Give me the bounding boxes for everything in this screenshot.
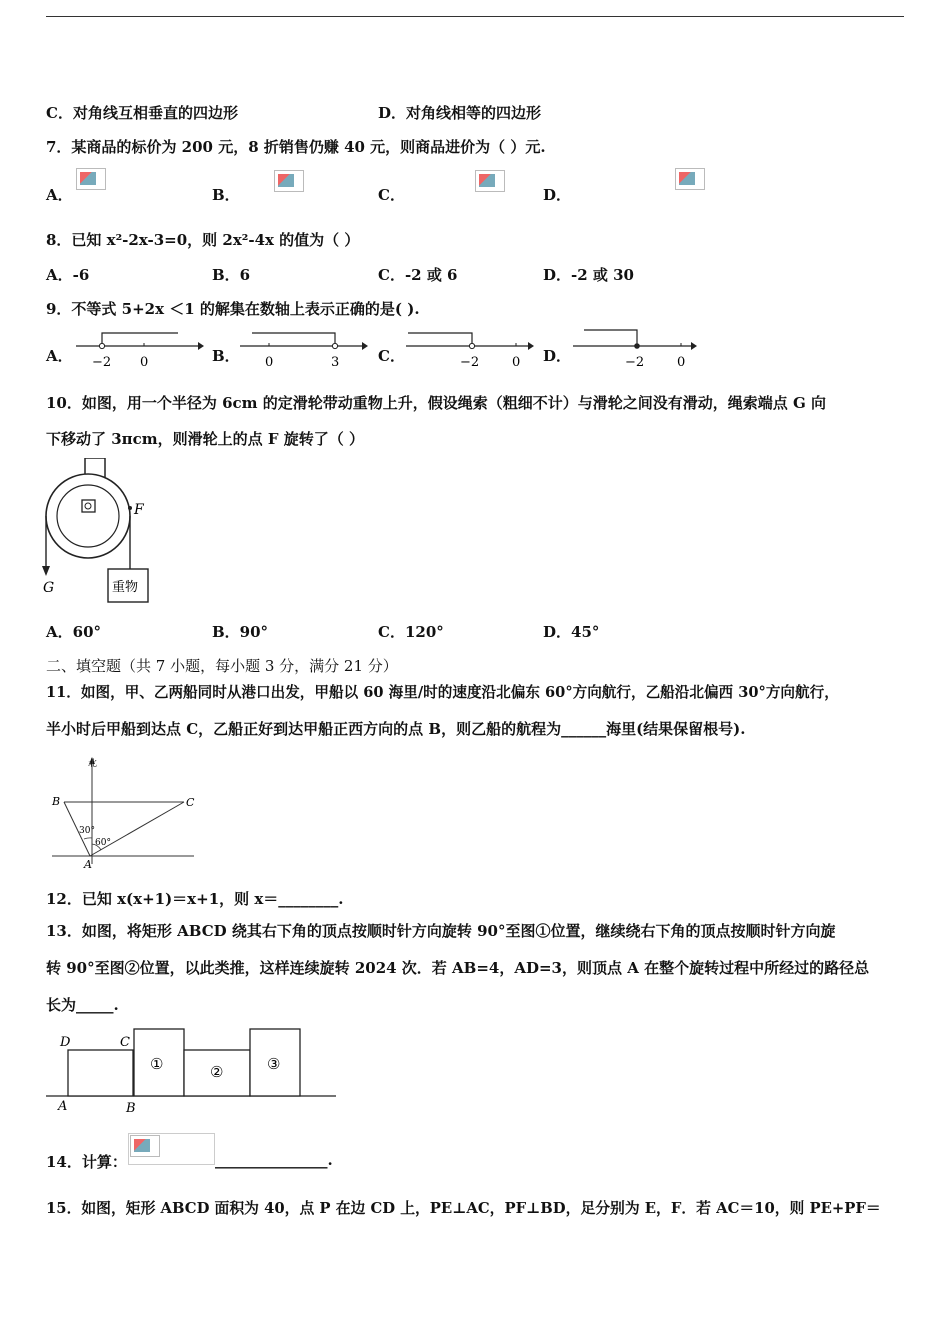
q9-stem: 9．不等式 5+2x ＜1 的解集在数轴上表示正确的是( ). [46,300,420,318]
q14-answer-blank: _______________. [215,1151,333,1169]
q10-option-a: A．60° [46,623,102,641]
number-line-c [404,326,534,370]
q10-option-c: C．120° [378,623,444,641]
q15-stem: 15．如图，矩形 ABCD 面积为 40，点 P 在边 CD 上，PE⊥AC，PF⊥BD，足分别为 E，F．若 AC＝10，则 PE+PF＝ [46,1200,881,1217]
tick-label: 0 [512,355,521,370]
broken-image-icon [274,170,304,192]
q13-line2: 转 90°至图②位置，以此类推，这样连续旋转 2024 次．若 AB=4，AD=3，则顶点 A 在整个旋转过程中所经过的路径总 [46,959,870,977]
q8-stem: 8．已知 x²-2x-3=0，则 2x²-4x 的值为（ ） [46,231,360,249]
broken-image-icon [130,1135,160,1157]
broken-image-icon [675,168,705,190]
q6-option-c: C．对角线互相垂直的四边形 [46,104,238,122]
q11-line1: 11．如图，甲、乙两船同时从港口出发，甲船以 60 海里/时的速度沿北偏东 60°方向航行，乙船沿北偏西 30°方向航行， [46,684,839,701]
point-f-label: F [134,502,144,518]
number-line-b [238,326,368,370]
vertex-b-label: B [126,1101,136,1116]
section-heading: 二、填空题（共 7 小题，每小题 3 分，满分 21 分） [46,657,398,675]
q9-option-c: C． [378,347,405,365]
rectangle-rotation-figure [44,1024,340,1116]
q7-stem: 7．某商品的标价为 200 元，8 折销售仍赚 40 元，则商品进价为（ ）元. [46,138,546,156]
q9-option-d: D． [543,347,572,365]
q8-option-d: D．-2 或 30 [543,266,634,284]
q10-option-b: B．90° [212,623,269,641]
number-line-d [571,326,701,370]
q8-option-c: C．-2 或 6 [378,266,458,284]
q13-line1: 13．如图，将矩形 ABCD 绕其右下角的顶点按顺时针方向旋转 90°至图①位置，继续绕右下角的顶点按顺时针方向旋 [46,922,836,940]
q14-prefix: 14．计算： [46,1153,127,1171]
header-rule [46,16,904,17]
q10-line1: 10．如图，用一个半径为 6cm 的定滑轮带动重物上升，假设绳索（粗细不计）与滑轮之间没有滑动，绳索端点 G 向 [46,394,827,412]
vertex-d-label: D [60,1035,71,1050]
q7-option-d: D． [543,186,572,204]
number-line-a [74,326,204,370]
q8-option-b: B．6 [212,266,251,284]
vertex-a-label: A [58,1099,68,1114]
q11-line2: 半小时后甲船到达点 C，乙船正好到达甲船正西方向的点 B，则乙船的航程为______海里(结果保留根号). [46,720,746,738]
q10-line2: 下移动了 3πcm，则滑轮上的点 F 旋转了（ ） [46,430,364,448]
formula-image-placeholder [128,1133,215,1165]
angle-60-label: 60° [95,838,111,848]
angle-30-label: 30° [79,826,95,836]
figure-1-label: ① [150,1055,164,1073]
q12-stem: 12．已知 x(x+1)＝x+1，则 x＝________. [46,890,344,908]
q9-option-a: A． [46,347,73,365]
figure-3-label: ③ [267,1055,281,1073]
point-c-label: C [186,796,195,809]
tick-label: −2 [625,355,645,370]
q7-option-c: C． [378,186,405,204]
tick-label: 0 [140,355,149,370]
tick-label: −2 [92,355,112,370]
weight-label: 重物 [112,580,139,595]
vertex-c-label: C [120,1035,130,1050]
point-a-label: A [84,858,92,870]
q13-line3: 长为_____. [46,996,119,1014]
q7-option-a: A． [46,186,73,204]
tick-label: 0 [265,355,274,370]
q6-option-d: D．对角线相等的四边形 [378,104,542,122]
q7-option-b: B． [212,186,240,204]
q10-option-d: D．45° [543,623,600,641]
point-b-label: B [52,795,61,808]
broken-image-icon [475,170,505,192]
figure-2-label: ② [210,1063,224,1081]
tick-label: −2 [460,355,480,370]
broken-image-icon [76,168,106,190]
tick-label: 0 [677,355,686,370]
q8-option-a: A．-6 [46,266,90,284]
ship-figure [46,754,198,870]
q9-option-b: B． [212,347,240,365]
north-label: 北 [88,759,98,769]
point-g-label: G [43,580,55,596]
tick-label: 3 [331,355,340,370]
pulley-figure [42,458,157,608]
